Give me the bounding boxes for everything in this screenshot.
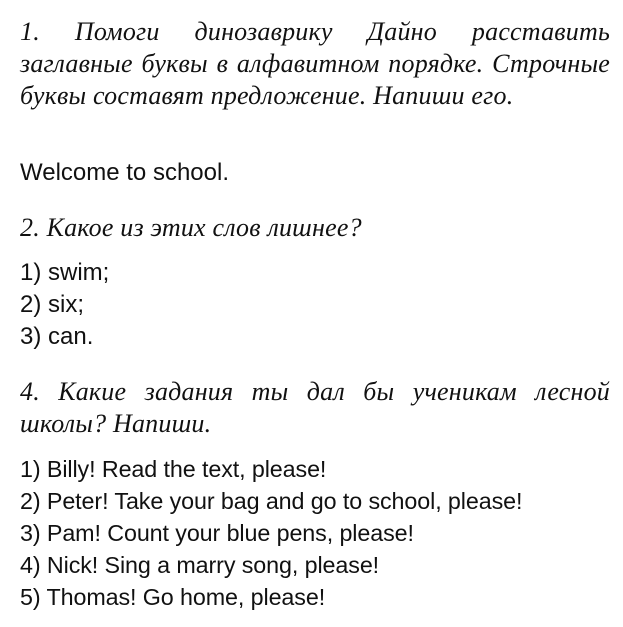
item-number: 1)	[20, 259, 42, 286]
list-item	[20, 321, 109, 353]
list-item	[20, 453, 522, 485]
item-number: 3)	[20, 520, 41, 546]
list-item	[20, 581, 522, 613]
task-2	[20, 212, 362, 244]
list-item	[20, 485, 522, 517]
item-text: Peter! Take your bag and go to school, please!	[46, 488, 523, 514]
list-item	[20, 549, 522, 581]
item-number: 1)	[20, 456, 41, 482]
item-text: swim;	[48, 259, 110, 286]
task-2-instruction: 2. Какое из этих слов лишнее?	[20, 213, 362, 242]
item-text: can.	[48, 323, 94, 350]
item-text: Billy! Read the text, please!	[46, 456, 327, 482]
item-number: 2)	[20, 488, 41, 514]
task-4-instruction: 4. Какие задания ты дал бы ученикам лесной школы? Напиши.	[20, 377, 610, 438]
item-text: Thomas! Go home, please!	[46, 584, 326, 610]
item-text: six;	[48, 291, 85, 318]
item-text: Nick! Sing a marry song, please!	[46, 552, 380, 578]
task-1-answer: Welcome to school.	[20, 159, 229, 186]
item-number: 5)	[20, 584, 41, 610]
task-4	[20, 376, 610, 440]
task-1-instruction: 1. Помоги динозаврику Дайно расставить заглавные буквы в алфавитном порядке. Строчные буквы составят предложение. Напиши его.	[20, 17, 610, 110]
item-number: 4)	[20, 552, 41, 578]
item-number: 2)	[20, 291, 42, 318]
list-item	[20, 289, 109, 321]
list-item	[20, 517, 522, 549]
task-1	[20, 16, 610, 112]
task-4-list	[20, 453, 522, 613]
task-2-list	[20, 257, 109, 353]
item-text: Pam! Count your blue pens, please!	[46, 520, 414, 546]
item-number: 3)	[20, 323, 42, 350]
list-item	[20, 257, 109, 289]
